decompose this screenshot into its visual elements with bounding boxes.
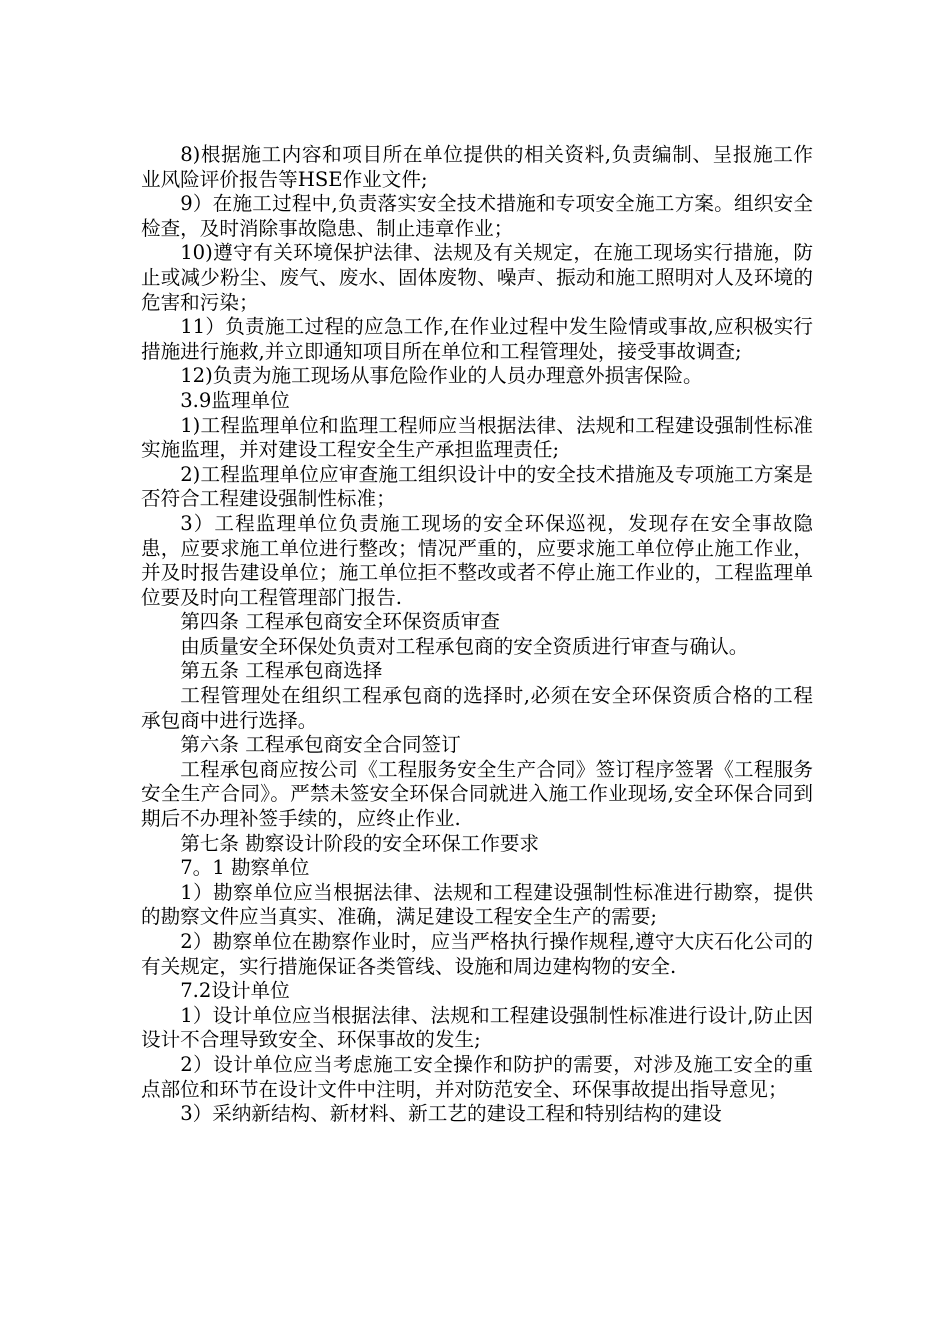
document-page [141, 143, 813, 1127]
paragraph-survey-1: 1）勘察单位应当根据法律、法规和工程建设强制性标准进行勘察，提供的勘察文件应当真实、准确，满足建设工程安全生产的需要; [141, 880, 813, 929]
paragraph-item-8: 8)根据施工内容和项目所在单位提供的相关资料,负责编制、呈报施工作业风险评价报告等HSE作业文件; [141, 143, 813, 191]
paragraph-design-2: 2）设计单位应当考虑施工安全操作和防护的需要，对涉及施工安全的重点部位和环节在设计文件中注明，并对防范安全、环保事故提出指导意见； [141, 1052, 813, 1101]
article-heading-7: 第七条 勘察设计阶段的安全环保工作要求 [180, 831, 540, 855]
paragraph-article-6: 工程承包商应按公司《工程服务安全生产合同》签订程序签署《工程服务安全生产合同》。严禁未签安全环保合同就进入施工作业现场,安全环保合同到期后不办理补签手续的，应终止作业. [141, 757, 813, 831]
paragraph-design-3: 3）采纳新结构、新材料、新工艺的建设工程和特别结构的建设 [180, 1102, 722, 1126]
paragraph-supervision-2: 2)工程监理单位应审查施工组织设计中的安全技术措施及专项施工方案是否符合工程建设强制性标准； [141, 462, 813, 511]
article-heading-6: 第六条 工程承包商安全合同签订 [180, 733, 461, 757]
paragraph-item-10: 10)遵守有关环境保护法律、法规及有关规定，在施工现场实行措施，防止或减少粉尘、废气、废水、固体废物、噪声、振动和施工照明对人及环境的危害和污染； [141, 241, 813, 314]
paragraph-design-1: 1）设计单位应当根据法律、法规和工程建设强制性标准进行设计,防止因设计不合理导致安全、环保事故的发生; [141, 1003, 813, 1052]
paragraph-supervision-1: 1)工程监理单位和监理工程师应当根据法律、法规和工程建设强制性标准实施监理，并对建设工程安全生产承担监理责任; [141, 413, 813, 462]
paragraph-item-11: 11）负责施工过程的应急工作,在作业过程中发生险情或事故,应积极实行措施进行施救,并立即通知项目所在单位和工程管理处，接受事故调查; [141, 315, 813, 363]
article-heading-5: 第五条 工程承包商选择 [180, 659, 383, 683]
paragraph-item-12: 12)负责为施工现场从事危险作业的人员办理意外损害保险。 [180, 364, 703, 388]
section-heading-supervision: 3.9监理单位 [180, 388, 290, 412]
section-heading-survey: 7。1 勘察单位 [180, 856, 310, 880]
article-heading-4: 第四条 工程承包商安全环保资质审查 [180, 610, 500, 634]
paragraph-item-9: 9）在施工过程中,负责落实安全技术措施和专项安全施工方案。组织安全检查，及时消除事故隐患、制止违章作业； [141, 192, 813, 240]
paragraph-article-5: 工程管理处在组织工程承包商的选择时,必须在安全环保资质合格的工程承包商中进行选择。 [141, 684, 813, 732]
paragraph-article-4: 由质量安全环保处负责对工程承包商的安全资质进行审查与确认。 [180, 634, 749, 658]
paragraph-survey-2: 2）勘察单位在勘察作业时，应当严格执行操作规程,遵守大庆石化公司的有关规定，实行措施保证各类管线、设施和周边建构物的安全. [141, 930, 813, 978]
section-heading-design: 7.2设计单位 [180, 979, 290, 1003]
paragraph-supervision-3: 3）工程监理单位负责施工现场的安全环保巡视，发现存在安全事故隐患，应要求施工单位进行整改；情况严重的，应要求施工单位停止施工作业，并及时报告建设单位；施工单位拒不整改或者不停止施工作业的，工程监理单位要及时向工程管理部门报告. [141, 511, 813, 609]
